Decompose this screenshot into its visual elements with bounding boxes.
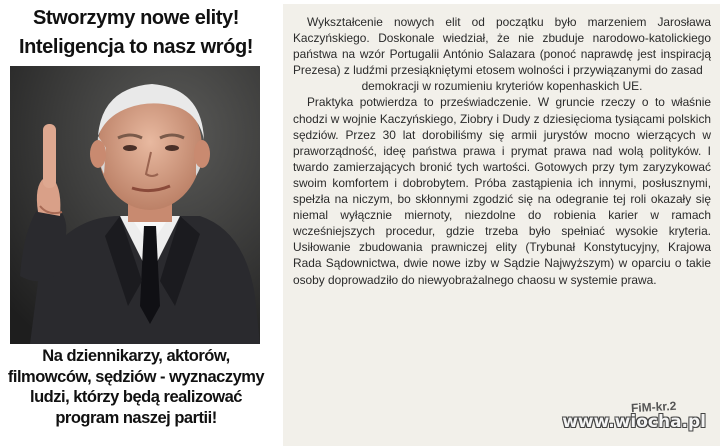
bottom-caption (0, 346, 272, 428)
caption-line-1: Na dziennikarzy, aktorów, (42, 347, 230, 365)
article-paragraph-1: Wykształcenie nowych elit od początku było marzeniem Jarosława Kaczyńskiego. Doskonale wiedział, że nie zbuduje narodowo-katolickiego państwa na wzór Portugalii António Salazara (ponoć naprawdę jest inspiracją Prezesa) z ludźmi przesiąkniętymi etosem wolności i przywiązanymi do zasad (293, 15, 711, 78)
article-text (293, 14, 711, 288)
politician-photo (10, 66, 260, 344)
caption-line-4: program naszej partii! (55, 408, 217, 427)
left-panel (0, 0, 272, 446)
headline-line-2: Inteligencja to nasz wróg! (18, 36, 254, 58)
caption-line-3: ludzi, którzy będą realizować (30, 388, 242, 406)
article-signature: FiM-kr.2 (630, 398, 677, 416)
headline (0, 4, 272, 62)
site-watermark: www.wiocha.pl (562, 412, 706, 432)
caption-line-2: filmowców, sędziów - wyznaczymy (7, 367, 265, 386)
headline-line-1: Stworzymy nowe elity! (32, 7, 240, 29)
article-paragraph-1-end: demokracji w rozumieniu kryteriów kopenhaskich UE. (361, 79, 643, 94)
article-scan (283, 4, 720, 446)
article-paragraph-2: Praktyka potwierdza to przeświadczenie. W gruncie rzeczy o to właśnie chodzi w wojnie Kaczyńskiego, Ziobry i Dudy z dziesięcioma tysiącami polskich sędziów. Przez 30 lat dorobiliśmy się armii jurystów mocno wierzących w praworządność, ideę państwa prawa i prymat prawa nad wolą polityków. I twardo zamierzających bronić tych wartości. Gotowych przy tym zaryzykować swoim komfortem i dobrobytem. Próba zastąpienia ich innymi, posłusznymi, spełzła na niczym, bo skłonnymi zgodzić się na odegranie tej roli okazały się niemal wyłącznie miernoty, niezdolne do robienia karier w ramach wcześniejszych procedur, gdzie trzeba było spełniać wysokie kryteria. Usiłowanie zbudowania prawniczej elity (Trybunał Konstytucyjny, Krajowa Rada Sądownictwa, dwie nowe izby w Sądzie Najwyższym) w oparciu o takie osoby doprowadziło do niewyobrażalnego chaosu w systemie prawa. (293, 95, 711, 287)
